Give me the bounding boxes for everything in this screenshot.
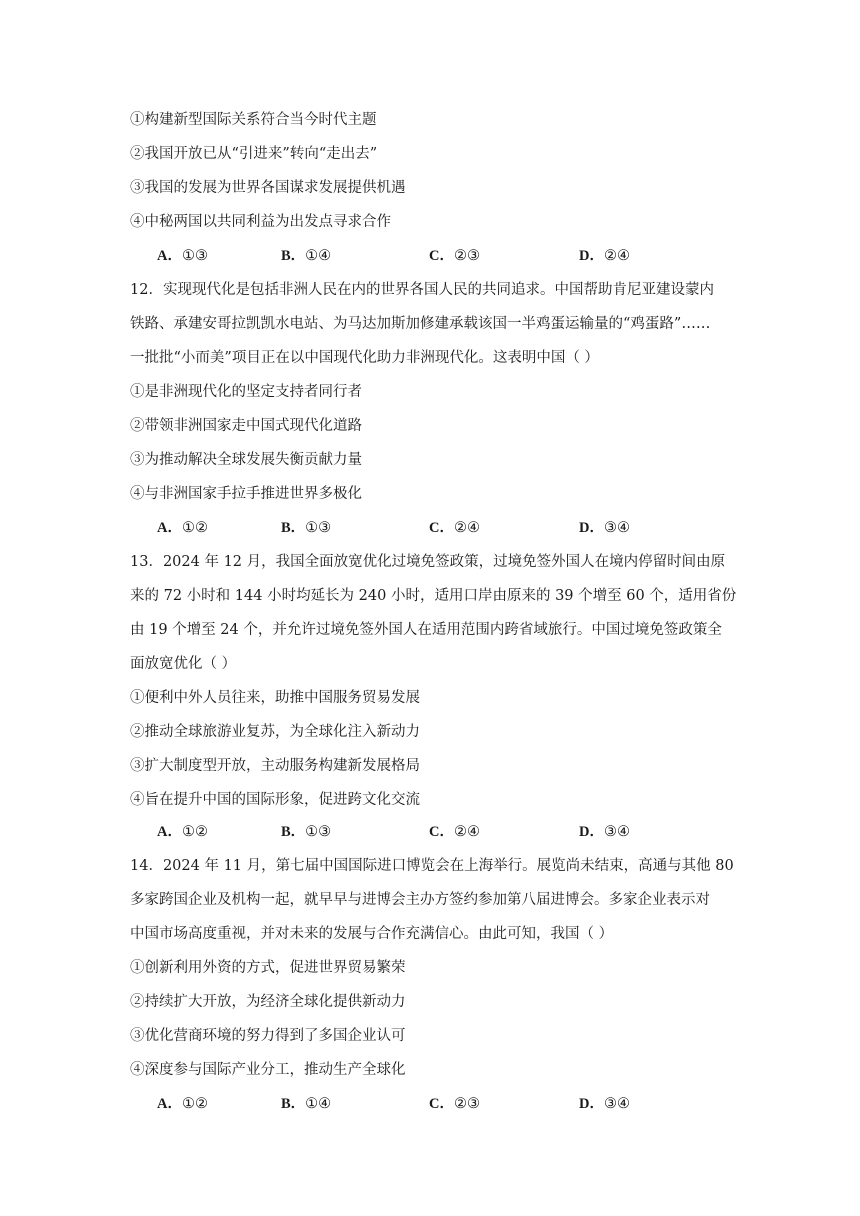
q13-option-c: C．②④ <box>429 824 480 840</box>
q13-options <box>157 822 757 842</box>
q11-statement-3: ③我国的发展为世界各国谋求发展提供机遇 <box>130 180 406 196</box>
q14-option-a: A．①② <box>157 1096 208 1112</box>
q12-stem-line-2: 铁路、承建安哥拉凯凯水电站、为马达加斯加修建承载该国一半鸡蛋运输量的“鸡蛋路”…… <box>130 316 711 332</box>
q13-stem-line-1: 13．2024 年 12 月，我国全面放宽优化过境免签政策，过境免签外国人在境内停留时间由原 <box>130 554 726 570</box>
q14-stem-line-3: 中国市场高度重视，并对未来的发展与合作充满信心。由此可知，我国（ ） <box>130 926 614 942</box>
q11-option-a: A．①③ <box>157 248 208 264</box>
q12-stem-line-1: 12．实现现代化是包括非洲人民在内的世界各国人民的共同追求。中国帮助肯尼亚建设蒙内 <box>130 282 714 298</box>
q12-statement-1: ①是非洲现代化的坚定支持者同行者 <box>130 384 362 400</box>
q14-statement-2: ②持续扩大开放，为经济全球化提供新动力 <box>130 994 406 1010</box>
q12-statement-4: ④与非洲国家手拉手推进世界多极化 <box>130 486 362 502</box>
q13-stem-line-3: 由 19 个增至 24 个，并允许过境免签外国人在适用范围内跨省域旅行。中国过境免签政策全 <box>130 622 722 638</box>
q13-statement-4: ④旨在提升中国的国际形象，促进跨文化交流 <box>130 792 420 808</box>
q12-stem-line-3: 一批批“小而美”项目正在以中国现代化助力非洲现代化。这表明中国（ ） <box>130 350 599 366</box>
q14-statement-3: ③优化营商环境的努力得到了多国企业认可 <box>130 1028 406 1044</box>
q13-option-b: B．①③ <box>281 824 332 840</box>
q14-option-c: C．②③ <box>429 1096 480 1112</box>
q11-options <box>157 246 757 266</box>
q11-option-d: D．②④ <box>579 248 630 264</box>
q13-statement-2: ②推动全球旅游业复苏，为全球化注入新动力 <box>130 724 420 740</box>
q11-statement-4: ④中秘两国以共同利益为出发点寻求合作 <box>130 214 391 230</box>
q13-stem-line-4: 面放宽优化（ ） <box>130 656 237 672</box>
q11-option-c: C．②③ <box>429 248 480 264</box>
q12-option-c: C．②④ <box>429 520 480 536</box>
q13-stem-line-2: 来的 72 小时和 144 小时均延长为 240 小时，适用口岸由原来的 39 个增至 60 个，适用省份 <box>130 588 737 604</box>
q13-option-d: D．③④ <box>579 824 630 840</box>
q14-options <box>157 1094 757 1114</box>
q12-options <box>157 518 757 538</box>
q11-statement-2: ②我国开放已从“引进来”转向“走出去” <box>130 146 378 162</box>
q12-statement-2: ②带领非洲国家走中国式现代化道路 <box>130 418 362 434</box>
q12-option-d: D．③④ <box>579 520 630 536</box>
q13-statement-3: ③扩大制度型开放，主动服务构建新发展格局 <box>130 758 420 774</box>
q11-option-b: B．①④ <box>281 248 332 264</box>
q13-statement-1: ①便利中外人员往来，助推中国服务贸易发展 <box>130 690 420 706</box>
q11-statement-1: ①构建新型国际关系符合当今时代主题 <box>130 112 377 128</box>
q13-option-a: A．①② <box>157 824 208 840</box>
q14-option-b: B．①④ <box>281 1096 332 1112</box>
q14-option-d: D．③④ <box>579 1096 630 1112</box>
q12-option-b: B．①③ <box>281 520 332 536</box>
q12-statement-3: ③为推动解决全球发展失衡贡献力量 <box>130 452 362 468</box>
q12-option-a: A．①② <box>157 520 208 536</box>
q14-statement-4: ④深度参与国际产业分工，推动生产全球化 <box>130 1062 406 1078</box>
q14-statement-1: ①创新利用外资的方式，促进世界贸易繁荣 <box>130 960 406 976</box>
q14-stem-line-2: 多家跨国企业及机构一起，就早早与进博会主办方签约参加第八届进博会。多家企业表示对 <box>130 892 710 908</box>
q14-stem-line-1: 14．2024 年 11 月，第七届中国国际进口博览会在上海举行。展览尚未结束，高通与其他 80 <box>130 858 734 874</box>
